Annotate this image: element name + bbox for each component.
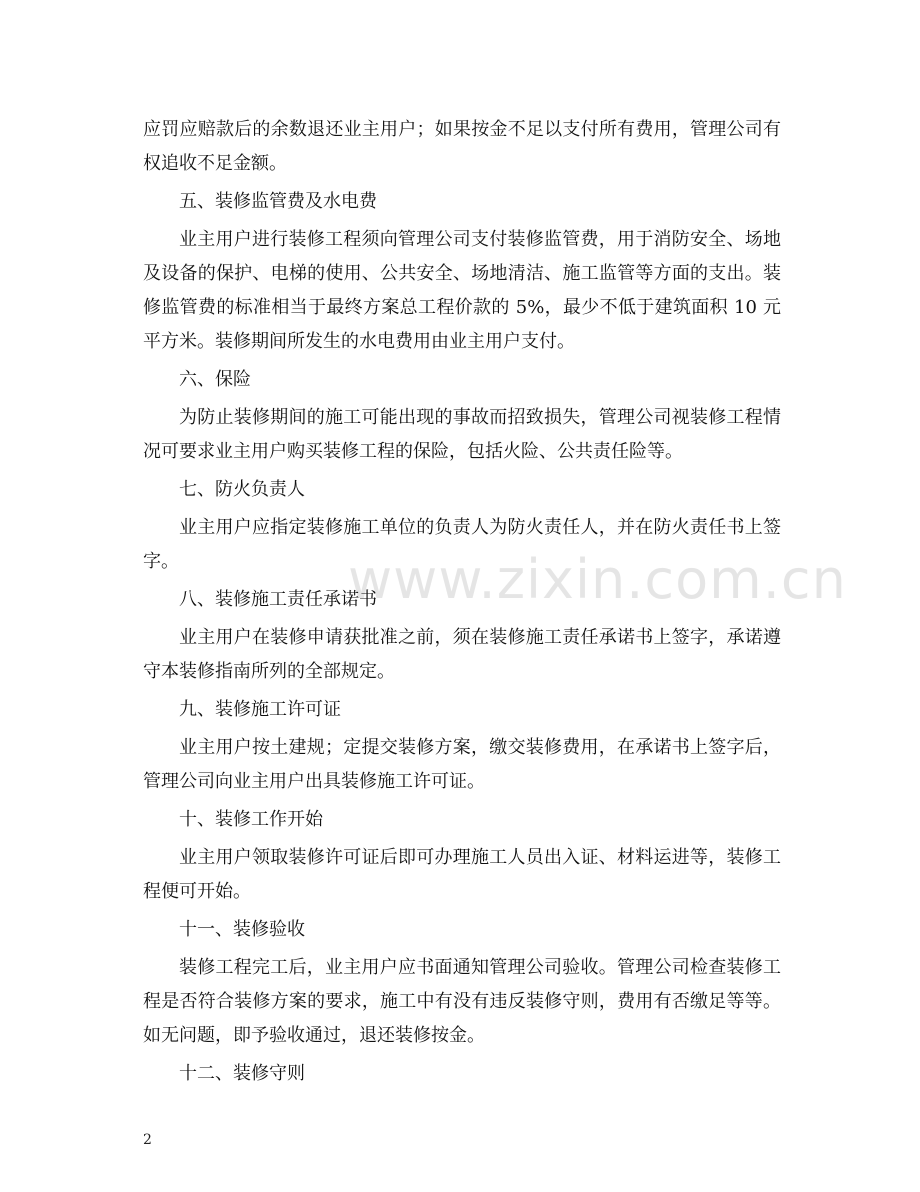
paragraph: 为防止装修期间的施工可能出现的事故而招致损失，管理公司视装修工程情况可要求业主用户购买装修工程的保险，包括火险、公共责任险等。 — [143, 407, 781, 462]
section-heading: 十二、装修守则 — [179, 1063, 305, 1084]
section-heading: 六、保险 — [179, 369, 251, 390]
paragraph: 业主用户领取装修许可证后即可办理施工人员出入证、材料运进等，装修工程便可开始。 — [143, 847, 781, 902]
section-heading: 九、装修施工许可证 — [179, 699, 341, 720]
paragraph: 应罚应赔款后的余数退还业主用户；如果按金不足以支付所有费用，管理公司有权追收不足金额。 — [143, 119, 781, 174]
watermark: www.zixin.com.cn — [348, 548, 847, 611]
paragraph: 业主用户在装修申请获批准之前，须在装修施工责任承诺书上签字，承诺遵守本装修指南所列的全部规定。 — [143, 627, 781, 682]
paragraph: 业主用户应指定装修施工单位的负责人为防火责任人，并在防火责任书上签字。 — [143, 517, 781, 572]
section-heading: 十、装修工作开始 — [179, 809, 323, 830]
paragraph: 业主用户按土建规；定提交装修方案，缴交装修费用，在承诺书上签字后，管理公司向业主用户出具装修施工许可证。 — [143, 737, 781, 792]
section-heading: 十一、装修验收 — [179, 919, 305, 940]
document-body — [143, 113, 781, 1095]
page-number: 2 — [143, 1132, 152, 1148]
section-heading: 七、防火负责人 — [179, 479, 305, 500]
paragraph: 业主用户进行装修工程须向管理公司支付装修监管费，用于消防安全、场地及设备的保护、电梯的使用、公共安全、场地清洁、施工监管等方面的支出。装修监管费的标准相当于最终方案总工程价款的 5%，最少不低于建筑面积 10 元平方米。装修期间所发生的水电费用由业主用户支付。 — [143, 229, 781, 352]
section-heading: 五、装修监管费及水电费 — [179, 191, 377, 212]
section-heading: 八、装修施工责任承诺书 — [179, 589, 377, 610]
paragraph: 装修工程完工后，业主用户应书面通知管理公司验收。管理公司检查装修工程是否符合装修方案的要求，施工中有没有违反装修守则，费用有否缴足等等。如无问题，即予验收通过，退还装修按金。 — [143, 957, 781, 1046]
